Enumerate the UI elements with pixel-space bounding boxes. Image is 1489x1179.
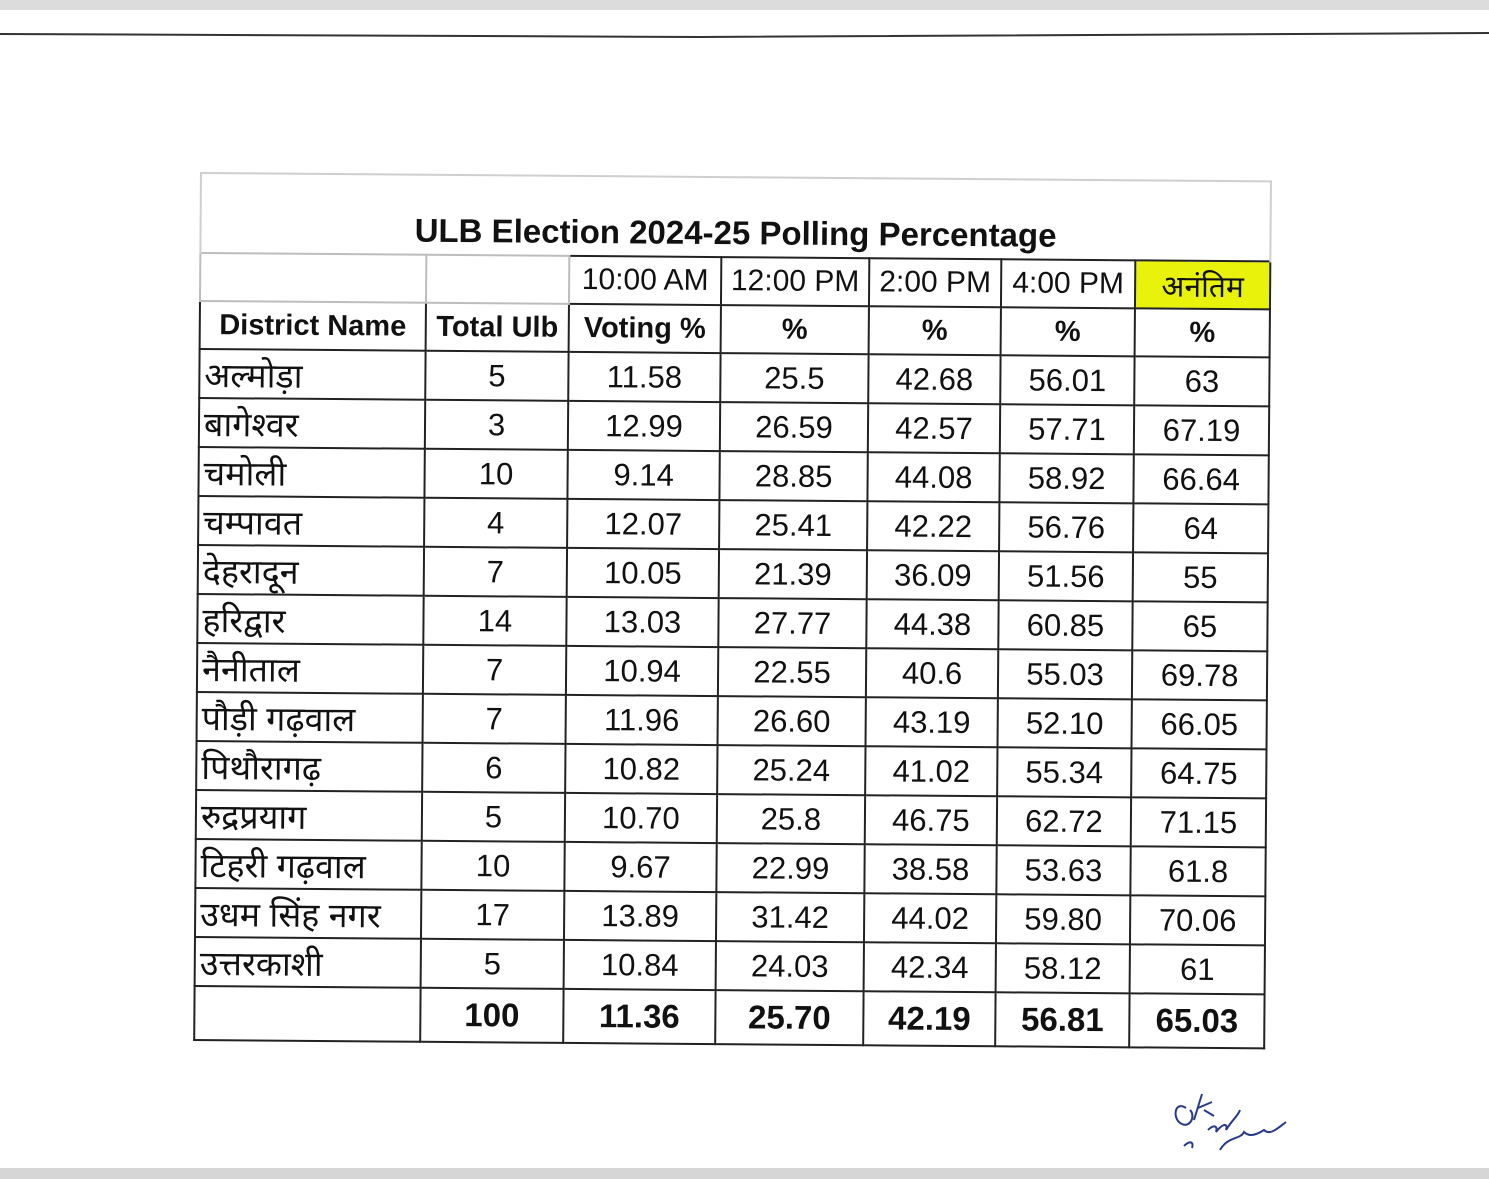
percent-4pm-cell: 57.71 — [1000, 404, 1134, 454]
total-ulb-cell: 4 — [424, 498, 567, 548]
table-row — [195, 888, 1265, 945]
time-header-blank — [426, 255, 569, 304]
percent-4pm-cell: 55.03 — [998, 649, 1132, 699]
percent-2pm-cell: 42.34 — [864, 942, 996, 992]
percent-provisional-cell: 55 — [1133, 552, 1268, 602]
district-cell: उत्तरकाशी — [195, 937, 421, 988]
percent-provisional-cell: 64 — [1133, 503, 1268, 553]
table-row — [196, 790, 1266, 847]
percent-2pm-cell: 42.57 — [868, 403, 1000, 453]
top-rule-line — [0, 30, 1489, 40]
voting-10am-cell: 9.14 — [567, 450, 719, 500]
voting-10am-cell: 13.03 — [566, 597, 718, 647]
column-header-percent: % — [1001, 307, 1135, 356]
percent-4pm-cell: 56.01 — [1000, 355, 1134, 405]
percent-2pm-cell: 42.68 — [868, 354, 1000, 404]
percent-4pm-cell: 59.80 — [996, 894, 1130, 944]
voting-10am-cell: 11.58 — [568, 352, 720, 402]
district-cell: टिहरी गढ़वाल — [195, 839, 421, 890]
percent-2pm-cell: 40.6 — [866, 648, 998, 698]
table-row — [197, 692, 1267, 749]
percent-12pm-cell: 25.41 — [719, 500, 867, 550]
bottom-scan-edge — [0, 1168, 1489, 1179]
district-cell: रुद्रप्रयाग — [196, 790, 422, 841]
percent-4pm-cell: 58.12 — [996, 943, 1130, 993]
district-cell: बागेश्वर — [199, 398, 425, 449]
percent-12pm-cell: 25.8 — [717, 794, 865, 844]
top-scan-edge — [0, 0, 1489, 10]
percent-12pm-cell: 21.39 — [719, 549, 867, 599]
total-district-cell — [194, 986, 420, 1042]
total-percent-provisional-cell: 65.03 — [1129, 993, 1265, 1048]
time-header-provisional: अनंतिम — [1135, 260, 1270, 309]
total-percent-12pm-cell: 25.70 — [715, 990, 863, 1045]
total-voting-10am-cell: 11.36 — [563, 989, 715, 1044]
percent-provisional-cell: 61.8 — [1130, 846, 1265, 896]
district-cell: अल्मोड़ा — [199, 349, 425, 400]
table-row — [196, 741, 1266, 798]
percent-4pm-cell: 58.92 — [999, 453, 1133, 503]
voting-10am-cell: 13.89 — [564, 891, 716, 941]
district-cell: देहरादून — [198, 545, 424, 596]
percent-provisional-cell: 63 — [1134, 356, 1269, 406]
percent-2pm-cell: 42.22 — [867, 501, 999, 551]
percent-provisional-cell: 65 — [1132, 601, 1267, 651]
table-row — [198, 447, 1268, 504]
percent-provisional-cell: 70.06 — [1130, 895, 1265, 945]
table-row — [198, 545, 1268, 602]
total-percent-2pm-cell: 42.19 — [863, 991, 995, 1046]
percent-provisional-cell: 66.64 — [1133, 454, 1268, 504]
column-header-percent: % — [721, 305, 869, 354]
time-header-12pm: 12:00 PM — [721, 257, 869, 306]
voting-10am-cell: 10.82 — [565, 744, 717, 794]
total-ulb-cell: 7 — [424, 547, 567, 597]
table-row — [197, 643, 1267, 700]
percent-4pm-cell: 60.85 — [998, 600, 1132, 650]
voting-10am-cell: 10.94 — [566, 646, 718, 696]
total-ulb-cell: 5 — [421, 939, 564, 989]
time-header-2pm: 2:00 PM — [869, 258, 1001, 307]
total-row — [194, 986, 1264, 1048]
voting-10am-cell: 10.84 — [564, 940, 716, 990]
district-cell: उधम सिंह नगर — [195, 888, 421, 939]
percent-2pm-cell: 41.02 — [865, 746, 997, 796]
table-title: ULB Election 2024-25 Polling Percentage — [200, 173, 1271, 261]
percent-4pm-cell: 52.10 — [998, 698, 1132, 748]
percent-12pm-cell: 24.03 — [716, 941, 864, 991]
percent-4pm-cell: 51.56 — [999, 551, 1133, 601]
table-row — [198, 496, 1268, 553]
column-header-total-ulb: Total Ulb — [426, 303, 569, 352]
percent-provisional-cell: 64.75 — [1131, 748, 1266, 798]
voting-10am-cell: 9.67 — [564, 842, 716, 892]
percent-12pm-cell: 26.60 — [718, 696, 866, 746]
percent-2pm-cell: 38.58 — [864, 844, 996, 894]
total-ulb-cell: 5 — [422, 792, 565, 842]
percent-4pm-cell: 56.76 — [999, 502, 1133, 552]
handwritten-signature — [1168, 1080, 1298, 1155]
percent-2pm-cell: 36.09 — [867, 550, 999, 600]
total-percent-4pm-cell: 56.81 — [995, 992, 1129, 1047]
district-cell: चम्पावत — [198, 496, 424, 547]
percent-4pm-cell: 53.63 — [996, 845, 1130, 895]
total-ulb-cell: 7 — [423, 694, 566, 744]
time-header-4pm: 4:00 PM — [1001, 259, 1135, 308]
column-header-voting: Voting % — [569, 304, 721, 353]
percent-12pm-cell: 22.55 — [718, 647, 866, 697]
time-header-row — [200, 253, 1270, 309]
voting-10am-cell: 10.05 — [567, 548, 719, 598]
percent-2pm-cell: 44.08 — [867, 452, 999, 502]
voting-10am-cell: 12.07 — [567, 499, 719, 549]
time-header-blank — [200, 253, 426, 303]
column-header-percent: % — [1135, 308, 1270, 357]
district-cell: नैनीताल — [197, 643, 423, 694]
percent-12pm-cell: 25.24 — [717, 745, 865, 795]
time-header-10am: 10:00 AM — [569, 256, 721, 305]
percent-provisional-cell: 66.05 — [1132, 699, 1267, 749]
voting-10am-cell: 11.96 — [566, 695, 718, 745]
percent-4pm-cell: 62.72 — [997, 796, 1131, 846]
table-row — [195, 937, 1265, 994]
total-ulb-cell: 10 — [421, 841, 564, 891]
district-cell: पौड़ी गढ़वाल — [197, 692, 423, 743]
total-ulb-cell: 7 — [423, 645, 566, 695]
percent-2pm-cell: 43.19 — [866, 697, 998, 747]
district-cell: हरिद्वार — [197, 594, 423, 645]
percent-provisional-cell: 71.15 — [1131, 797, 1266, 847]
column-header-percent: % — [869, 306, 1001, 355]
district-cell: पिथौरागढ़ — [196, 741, 422, 792]
table-row — [197, 594, 1267, 651]
column-header-district: District Name — [200, 301, 426, 351]
percent-provisional-cell: 67.19 — [1134, 405, 1269, 455]
percent-4pm-cell: 55.34 — [997, 747, 1131, 797]
total-total-ulb-cell: 100 — [420, 988, 563, 1043]
percent-12pm-cell: 26.59 — [720, 402, 868, 452]
polling-table — [193, 172, 1272, 1049]
column-header-row — [200, 301, 1270, 357]
voting-10am-cell: 10.70 — [565, 793, 717, 843]
percent-2pm-cell: 46.75 — [865, 795, 997, 845]
percent-2pm-cell: 44.38 — [866, 599, 998, 649]
total-ulb-cell: 3 — [425, 400, 568, 450]
percent-12pm-cell: 27.77 — [718, 598, 866, 648]
percent-2pm-cell: 44.02 — [864, 893, 996, 943]
voting-10am-cell: 12.99 — [568, 401, 720, 451]
total-ulb-cell: 14 — [423, 596, 566, 646]
percent-12pm-cell: 31.42 — [716, 892, 864, 942]
table-row — [199, 398, 1269, 455]
percent-12pm-cell: 25.5 — [720, 353, 868, 403]
total-ulb-cell: 17 — [421, 890, 564, 940]
table-row — [199, 349, 1269, 406]
percent-provisional-cell: 61 — [1130, 944, 1265, 994]
district-cell: चमोली — [198, 447, 424, 498]
percent-12pm-cell: 22.99 — [716, 843, 864, 893]
total-ulb-cell: 6 — [422, 743, 565, 793]
percent-provisional-cell: 69.78 — [1132, 650, 1267, 700]
table-row — [195, 839, 1265, 896]
total-ulb-cell: 10 — [424, 449, 567, 499]
percent-12pm-cell: 28.85 — [719, 451, 867, 501]
total-ulb-cell: 5 — [425, 351, 568, 401]
